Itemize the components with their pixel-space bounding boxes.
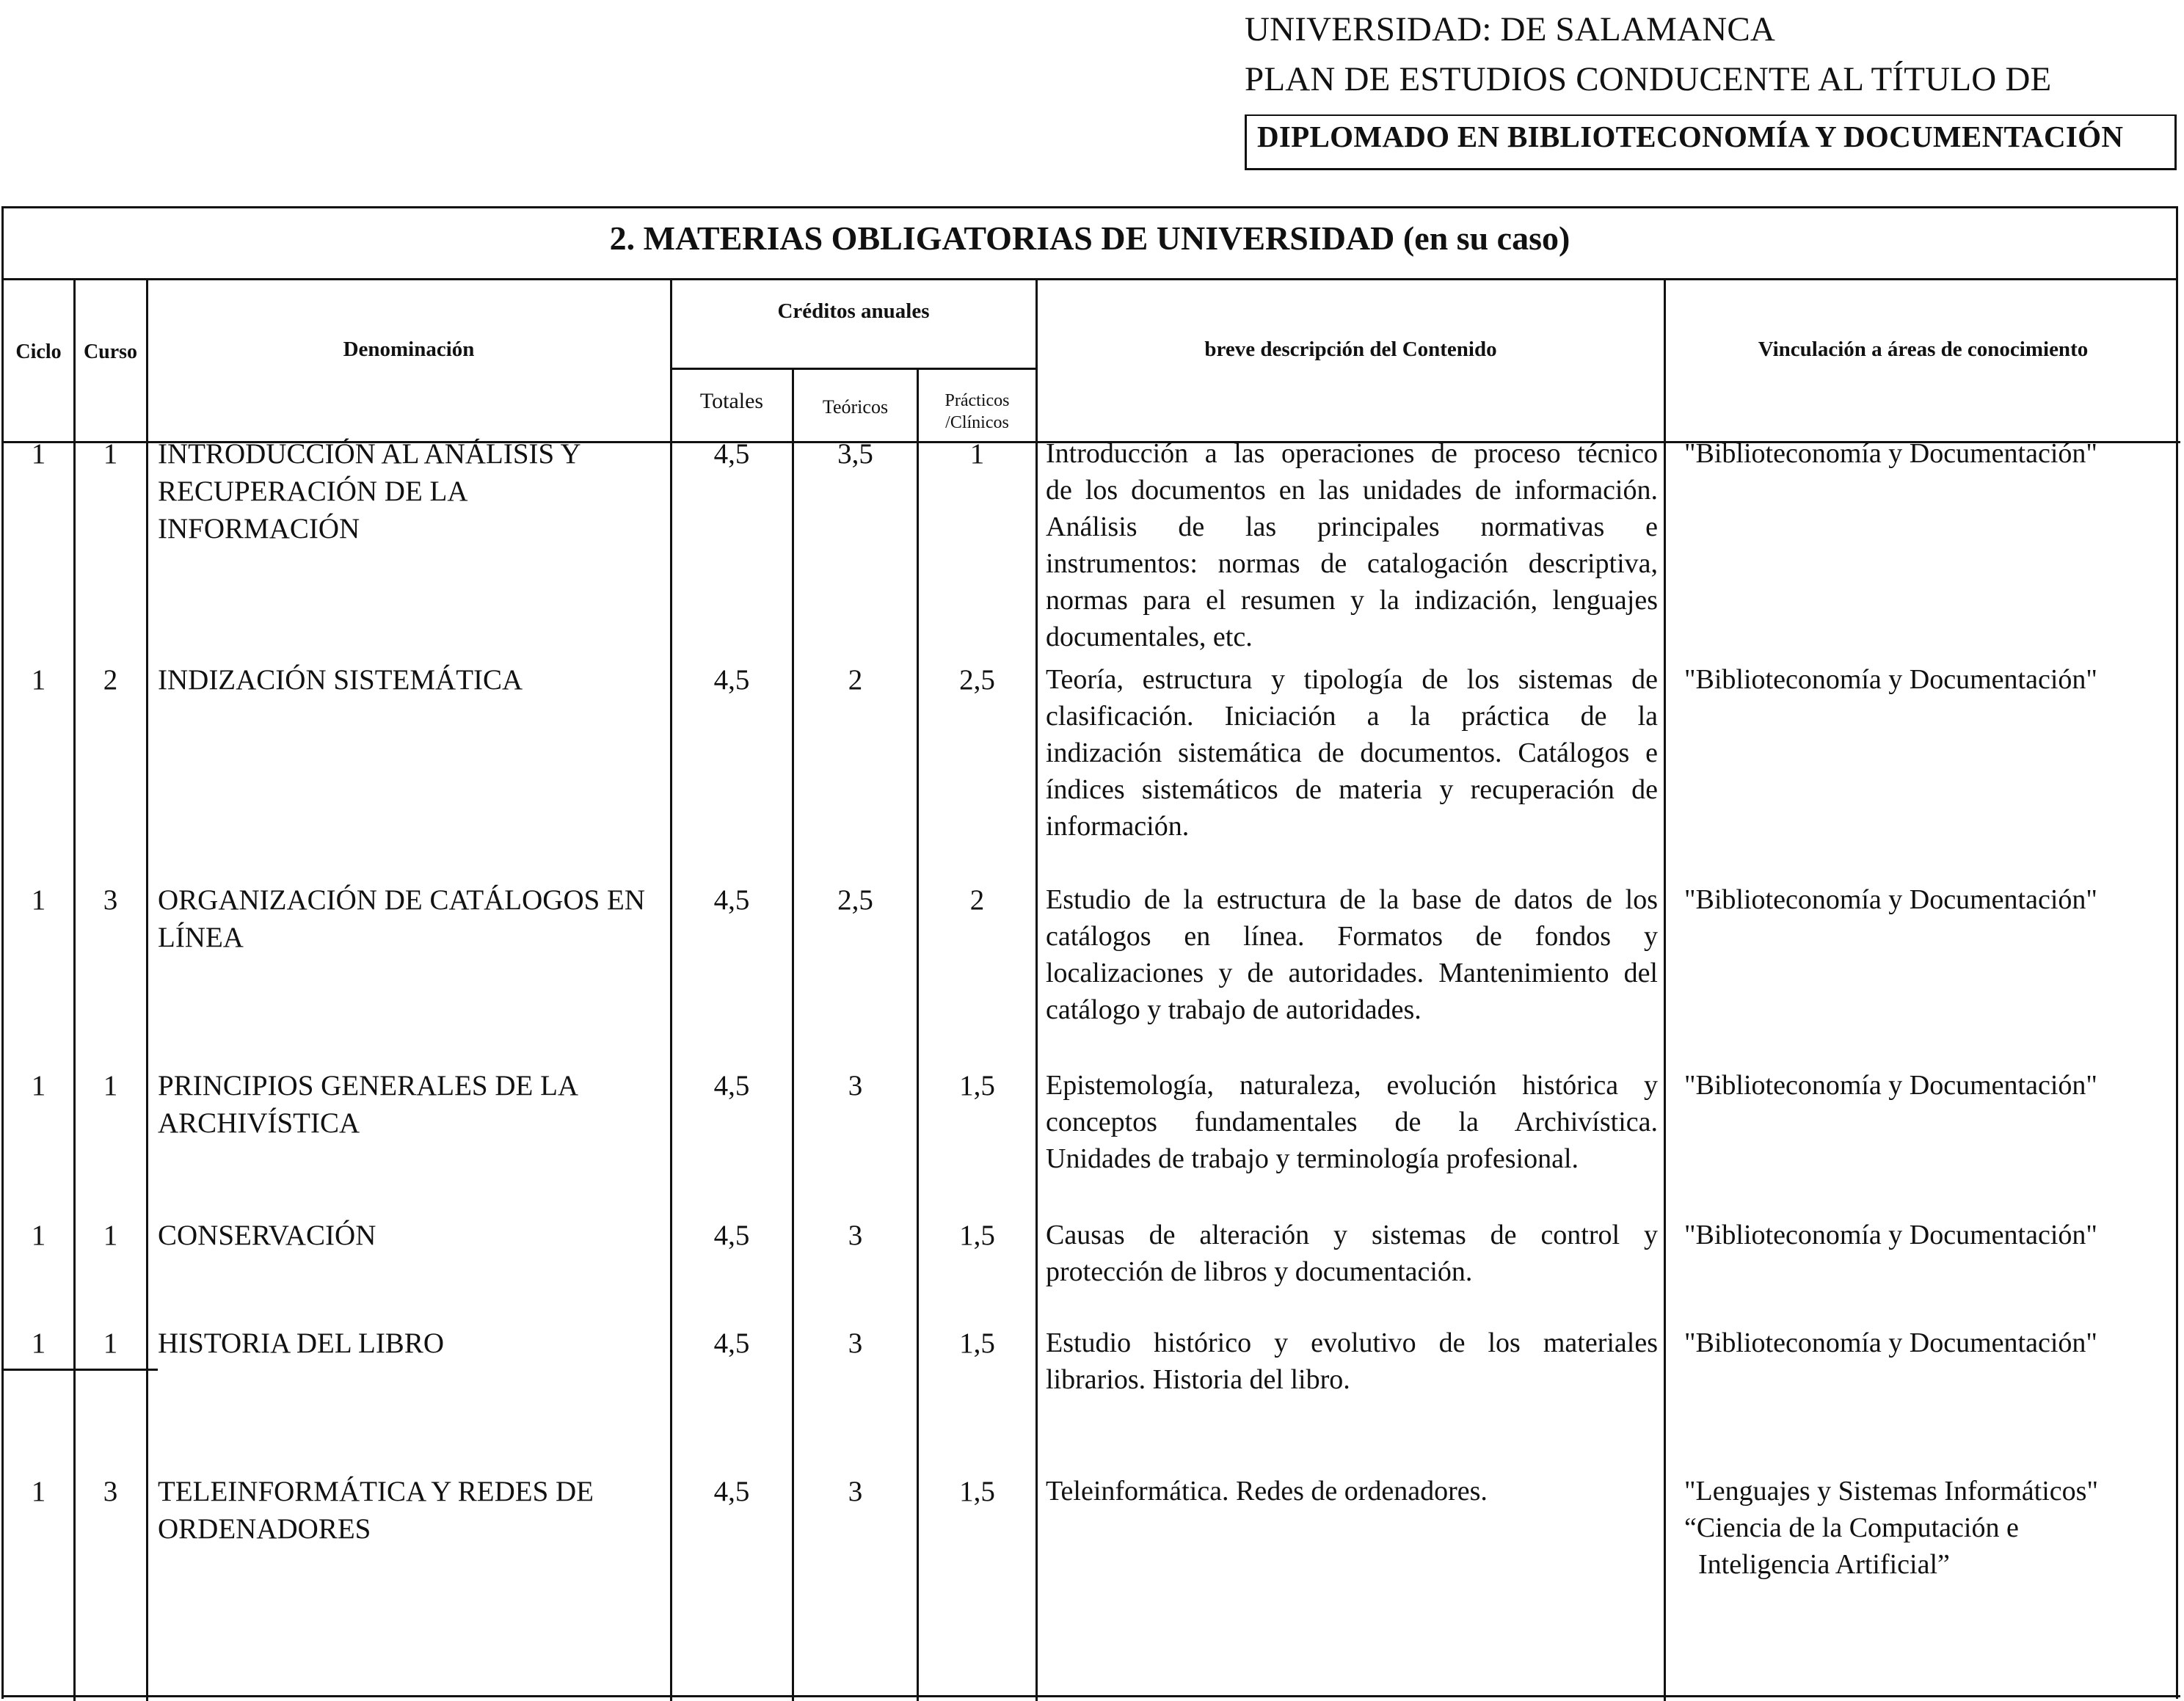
col-divider (146, 280, 148, 1701)
descripcion-line: protección de libros y documentación. (1046, 1256, 1473, 1287)
table-bottom-line (4, 1695, 2180, 1697)
descripcion-line: Introducción a las operaciones de proceso técnico (1046, 438, 1658, 469)
denominacion-line: LÍNEA (158, 922, 244, 953)
university-name: UNIVERSIDAD: DE SALAMANCA (1245, 10, 1776, 48)
denominacion-line: ORGANIZACIÓN DE CATÁLOGOS EN (158, 884, 646, 916)
area-line: Inteligencia Artificial” (1684, 1549, 1950, 1580)
subjects-table (1, 206, 2178, 1699)
cell-vinculacion (1684, 881, 2176, 918)
cell-practicos: 1 (969, 438, 985, 470)
header-practicos: Prácticos /Clínicos (944, 391, 1010, 432)
descripcion-line: librarios. Historia del libro. (1046, 1364, 1350, 1395)
cell-curso: 1 (103, 1220, 118, 1251)
descripcion-line: clasificación. Iniciación a la práctica de la (1046, 701, 1658, 732)
col-divider (1664, 280, 1666, 1701)
row-line-fragment (4, 1369, 158, 1371)
cell-descripcion (1046, 1325, 1658, 1398)
descripcion-line: información. (1046, 811, 1190, 842)
descripcion-line: indización sistemática de documentos. Catálogos e (1046, 737, 1658, 768)
cell-denominacion (158, 881, 664, 956)
cell-practicos: 1,5 (959, 1220, 995, 1251)
descripcion-line: índices sistemáticos de materia y recuperación de (1046, 774, 1658, 805)
header-totales: Totales (699, 389, 764, 413)
denominacion-line: PRINCIPIOS GENERALES DE LA (158, 1070, 579, 1101)
table-title-row (4, 208, 2176, 280)
header-descripcion: breve descripción del Contenido (1204, 338, 1497, 361)
cell-ciclo: 1 (31, 1327, 46, 1359)
area-line: "Biblioteconomía y Documentación" (1684, 884, 2097, 915)
cell-denominacion (158, 1325, 664, 1362)
descripcion-line: normas para el resumen y la indización, lenguajes (1046, 585, 1658, 616)
cell-descripcion (1046, 661, 1658, 845)
cell-practicos: 1,5 (959, 1070, 995, 1101)
descripcion-line: documentales, etc. (1046, 622, 1253, 652)
header-denominacion: Denominación (343, 338, 475, 361)
denominacion-line: RECUPERACIÓN DE LA (158, 476, 468, 507)
denominacion-line: HISTORIA DEL LIBRO (158, 1327, 444, 1359)
cell-totales: 4,5 (713, 884, 750, 916)
cell-practicos: 1,5 (959, 1476, 995, 1507)
cell-ciclo: 1 (31, 1070, 46, 1101)
cell-descripcion (1046, 435, 1658, 655)
cell-denominacion (158, 661, 664, 699)
cell-ciclo: 1 (31, 884, 46, 916)
descripcion-line: Análisis de las principales normativas e (1046, 511, 1658, 542)
cell-vinculacion (1684, 1217, 2176, 1253)
descripcion-line: instrumentos: normas de catalogación descriptiva, (1046, 548, 1658, 579)
cell-vinculacion (1684, 1067, 2176, 1104)
cell-practicos: 2,5 (959, 664, 995, 696)
header-teoricos: Teóricos (822, 396, 889, 418)
cell-curso: 1 (103, 1327, 118, 1359)
cell-descripcion (1046, 1473, 1658, 1509)
cell-descripcion (1046, 881, 1658, 1028)
header-curso: Curso (83, 340, 138, 363)
cell-descripcion (1046, 1217, 1658, 1290)
cell-curso: 2 (103, 664, 118, 696)
col-divider (1035, 280, 1038, 1701)
header-vinculacion: Vinculación a áreas de conocimiento (1758, 338, 2089, 361)
area-line: "Lenguajes y Sistemas Informáticos" (1684, 1476, 2098, 1507)
denominacion-line: ARCHIVÍSTICA (158, 1107, 360, 1139)
cell-denominacion (158, 435, 664, 547)
descripcion-line: catálogos en línea. Formatos de fondos y (1046, 921, 1658, 952)
denominacion-line: INFORMACIÓN (158, 513, 360, 544)
cell-curso: 1 (103, 438, 118, 470)
descripcion-line: conceptos fundamentales de la Archivística. (1046, 1107, 1658, 1137)
cell-ciclo: 1 (31, 1476, 46, 1507)
descripcion-line: Teleinformática. Redes de ordenadores. (1046, 1476, 1488, 1507)
cell-practicos: 2 (969, 884, 985, 916)
cell-practicos: 1,5 (959, 1327, 995, 1359)
document-header (1245, 4, 2177, 153)
cell-teoricos: 3 (848, 1070, 863, 1101)
descripcion-line: Estudio de la estructura de la base de datos de los (1046, 884, 1658, 915)
denominacion-line: INTRODUCCIÓN AL ANÁLISIS Y (158, 438, 581, 470)
cell-totales: 4,5 (713, 664, 750, 696)
plan-title: PLAN DE ESTUDIOS CONDUCENTE AL TÍTULO DE (1245, 60, 2052, 98)
cell-teoricos: 3 (848, 1327, 863, 1359)
area-line: "Biblioteconomía y Documentación" (1684, 1070, 2097, 1101)
cell-teoricos: 3 (848, 1220, 863, 1251)
header-ciclo: Ciclo (15, 340, 62, 363)
table-title: 2. MATERIAS OBLIGATORIAS DE UNIVERSIDAD (en su caso) (609, 219, 1570, 257)
cell-curso: 3 (103, 884, 118, 916)
cell-vinculacion (1684, 435, 2176, 472)
descripcion-line: Teoría, estructura y tipología de los sistemas de (1046, 664, 1658, 695)
cell-denominacion (158, 1217, 664, 1254)
denominacion-line: INDIZACIÓN SISTEMÁTICA (158, 664, 523, 696)
area-line: "Biblioteconomía y Documentación" (1684, 1220, 2097, 1250)
cell-ciclo: 1 (31, 1220, 46, 1251)
cell-ciclo: 1 (31, 664, 46, 696)
cell-vinculacion (1684, 1473, 2176, 1583)
cell-vinculacion (1684, 1325, 2176, 1361)
cell-totales: 4,5 (713, 1220, 750, 1251)
cell-totales: 4,5 (713, 1327, 750, 1359)
cell-teoricos: 2,5 (837, 884, 873, 916)
area-line: “Ciencia de la Computación e (1684, 1512, 2019, 1543)
cell-teoricos: 3 (848, 1476, 863, 1507)
descripcion-line: Estudio histórico y evolutivo de los materiales (1046, 1327, 1658, 1358)
header-creditos: Créditos anuales (777, 299, 930, 323)
descripcion-line: de los documentos en las unidades de información. (1046, 475, 1658, 506)
denominacion-line: TELEINFORMÁTICA Y REDES DE (158, 1476, 594, 1507)
cell-teoricos: 3,5 (837, 438, 873, 470)
denominacion-line: CONSERVACIÓN (158, 1220, 376, 1251)
area-line: "Biblioteconomía y Documentación" (1684, 1327, 2097, 1358)
cell-denominacion (158, 1473, 664, 1548)
credits-divider (670, 368, 1038, 370)
descripcion-line: Causas de alteración y sistemas de control y (1046, 1220, 1658, 1250)
cell-vinculacion (1684, 661, 2176, 698)
cell-teoricos: 2 (848, 664, 863, 696)
area-line: "Biblioteconomía y Documentación" (1684, 664, 2097, 695)
degree-box (1245, 114, 2177, 170)
denominacion-line: ORDENADORES (158, 1513, 371, 1545)
cell-ciclo: 1 (31, 438, 46, 470)
cell-totales: 4,5 (713, 1476, 750, 1507)
area-line: "Biblioteconomía y Documentación" (1684, 438, 2097, 469)
descripcion-line: Epistemología, naturaleza, evolución histórica y (1046, 1070, 1658, 1101)
cell-denominacion (158, 1067, 664, 1142)
descripcion-line: localizaciones y de autoridades. Mantenimiento del (1046, 958, 1658, 988)
cell-curso: 3 (103, 1476, 118, 1507)
degree-title: DIPLOMADO EN BIBLIOTECONOMÍA Y DOCUMENTACIÓN (1257, 120, 2124, 153)
cell-curso: 1 (103, 1070, 118, 1101)
cell-totales: 4,5 (713, 438, 750, 470)
cell-totales: 4,5 (713, 1070, 750, 1101)
cell-descripcion (1046, 1067, 1658, 1177)
descripcion-line: Unidades de trabajo y terminología profesional. (1046, 1143, 1579, 1174)
descripcion-line: catálogo y trabajo de autoridades. (1046, 994, 1422, 1025)
